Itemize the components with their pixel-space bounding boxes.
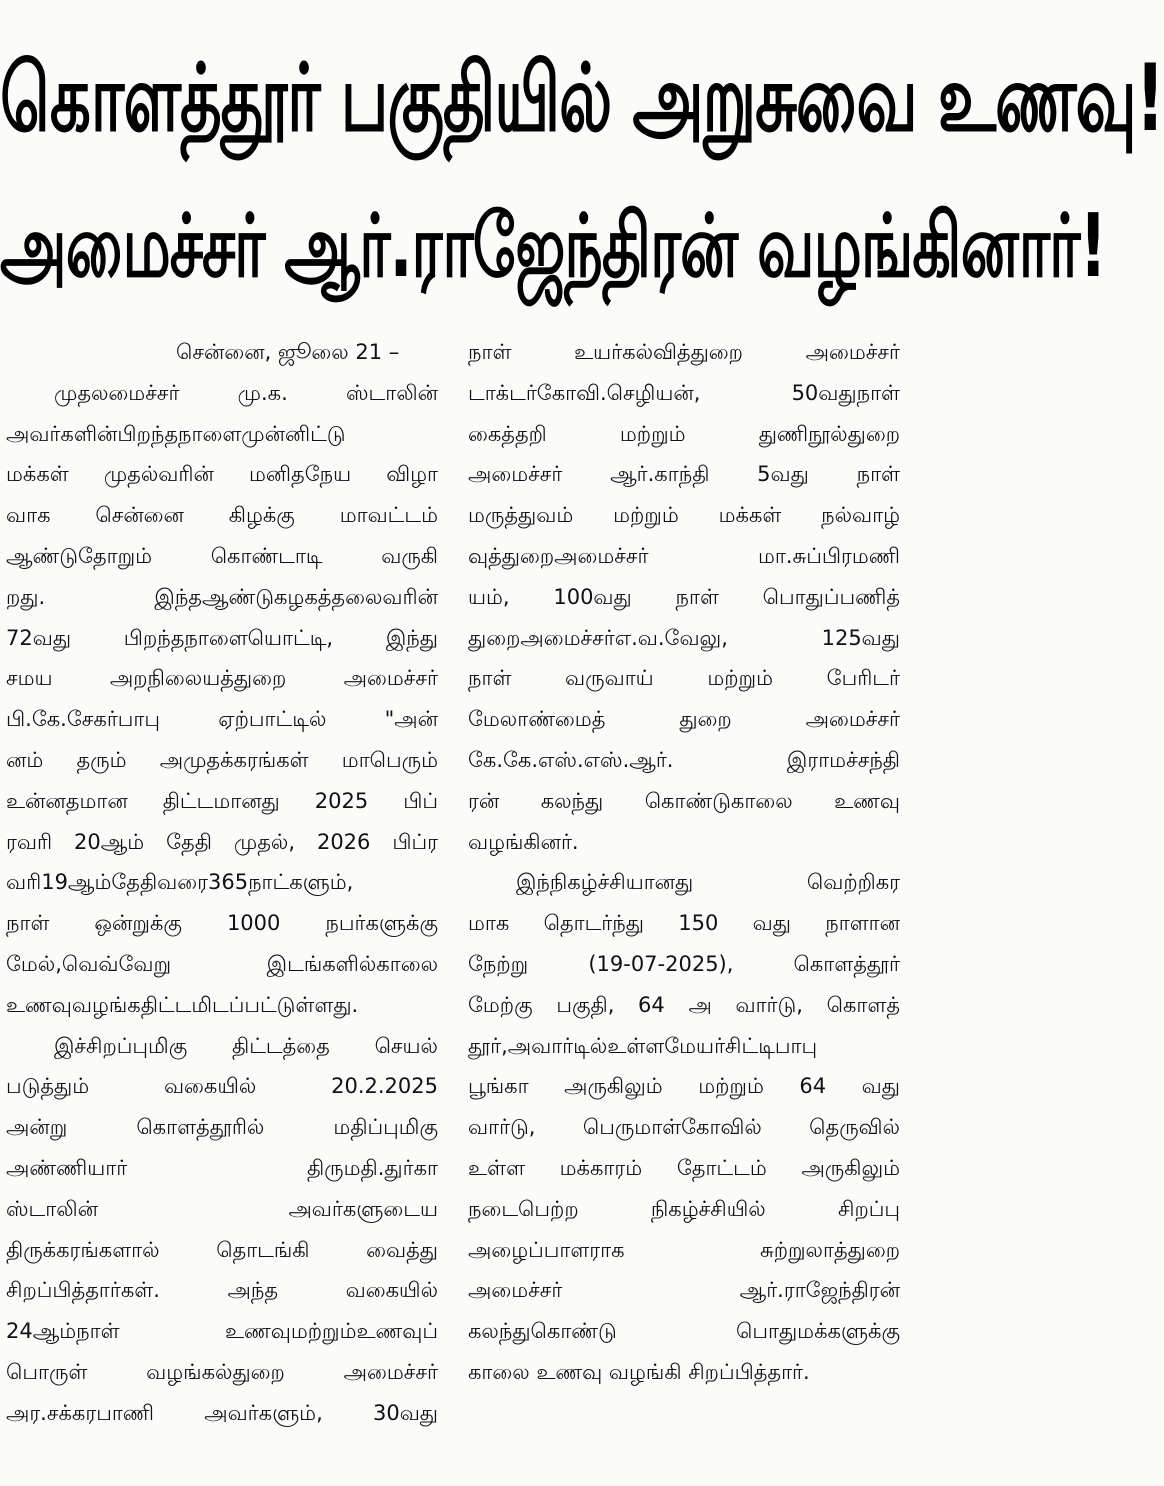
article-line: மேற்கு பகுதி, 64 அ வார்டு, கொளத் — [468, 992, 900, 1017]
article-line: மாக தொடர்ந்து 150 வது நாளான — [468, 911, 900, 936]
article-line: உள்ள மக்காரம் தோட்டம் அருகிலும் — [468, 1155, 900, 1180]
article-line: டாக்டர்கோவி.செழியன், 50வதுநாள் — [468, 380, 900, 405]
article-line: னம் தரும் அமுதக்கரங்கள் மாபெரும் — [6, 747, 438, 772]
article-line: வார்டு, பெருமாள்கோவில் தெருவில் — [468, 1115, 900, 1140]
article-line: முதலமைச்சர் மு.க. ஸ்டாலின் — [54, 380, 438, 405]
article-line: காலை உணவு வழங்கி சிறப்பித்தார். — [468, 1359, 810, 1384]
article-line: றது. இந்தஆண்டுகழகத்தலைவரின் — [6, 584, 438, 609]
article-line: பொருள் வழங்கல்துறை அமைச்சர் — [6, 1359, 438, 1384]
article-line: பி.கே.சேகர்பாபு ஏற்பாட்டில் "அன் — [6, 707, 438, 732]
article-line: வரி19ஆம்தேதிவரை365நாட்களும், — [6, 870, 354, 895]
article-line: நேற்று (19-07-2025), கொளத்தூர் — [468, 951, 900, 976]
article-line: திருக்கரங்களால் தொடங்கி வைத்து — [6, 1237, 438, 1262]
article-line: வழங்கினர். — [468, 829, 579, 854]
article-line: உணவுவழங்கதிட்டமிடப்பட்டுள்ளது. — [6, 992, 359, 1017]
article-line: யம், 100வது நாள் பொதுப்பணித் — [468, 584, 900, 609]
article-left-column — [6, 332, 438, 1434]
article-line: படுத்தும் வகையில் 20.2.2025 — [6, 1074, 438, 1099]
article-line: நடைபெற்ற நிகழ்ச்சியில் சிறப்பு — [468, 1196, 900, 1221]
article-line: 72வது பிறந்தநாளையொட்டி, இந்து — [6, 625, 438, 650]
article-line: ரவரி 20ஆம் தேதி முதல், 2026 பிப்ர — [6, 829, 438, 854]
article-line: 24ஆம்நாள் உணவுமற்றும்உணவுப் — [6, 1319, 438, 1344]
article-line: அமைச்சர் ஆர்.ராஜேந்திரன் — [468, 1278, 900, 1303]
article-line: கைத்தறி மற்றும் துணிநூல்துறை — [468, 421, 900, 446]
article-line: ஸ்டாலின் அவர்களுடைய — [6, 1196, 438, 1221]
article-line: ஆண்டுதோறும் கொண்டாடி வருகி — [6, 543, 438, 568]
article-line: நாள் ஒன்றுக்கு 1000 நபர்களுக்கு — [6, 911, 438, 936]
article-line: பூங்கா அருகிலும் மற்றும் 64 வது — [468, 1074, 900, 1099]
article-line: மக்கள் முதல்வரின் மனிதநேய விழா — [6, 462, 438, 487]
article-line: அவர்களின்பிறந்தநாளைமுன்னிட்டு — [6, 421, 346, 446]
article-line: மேலாண்மைத் துறை அமைச்சர் — [468, 707, 900, 732]
headline-line-2: அமைச்சர் ஆர்.ராஜேந்திரன் வழங்கினார்! — [0, 196, 1106, 298]
article-line: உன்னதமான திட்டமானது 2025 பிப் — [6, 788, 438, 813]
article-line: நாள் வருவாய் மற்றும் பேரிடர் — [468, 666, 900, 691]
article-line: ரன் கலந்து கொண்டுகாலை உணவு — [468, 788, 900, 813]
headline-line-1: கொளத்தூர் பகுதியில் அறுசுவை உணவு! — [0, 46, 1164, 154]
article-line: வாக சென்னை கிழக்கு மாவட்டம் — [6, 503, 438, 528]
article-line: துறைஅமைச்சர்எ.வ.வேலு, 125வது — [468, 625, 900, 650]
article-line: மருத்துவம் மற்றும் மக்கள் நல்வாழ் — [468, 503, 900, 528]
article-line: அர.சக்கரபாணி அவர்களும், 30வது — [6, 1400, 438, 1425]
article-line: இச்சிறப்புமிகு திட்டத்தை செயல் — [54, 1033, 438, 1058]
article-line: கே.கே.எஸ்.எஸ்.ஆர். இராமச்சந்தி — [468, 747, 900, 772]
article-line: அன்று கொளத்தூரில் மதிப்புமிகு — [6, 1115, 438, 1140]
article-line: வுத்துறைஅமைச்சர் மா.சுப்பிரமணி — [468, 543, 900, 568]
article-line: அழைப்பாளராக சுற்றுலாத்துறை — [468, 1237, 900, 1262]
article-line: சென்னை, ஜூலை 21 – — [176, 340, 400, 364]
article-line: கலந்துகொண்டு பொதுமக்களுக்கு — [468, 1319, 900, 1344]
article-line: சமய அறநிலையத்துறை அமைச்சர் — [6, 666, 438, 691]
article-right-column — [468, 332, 900, 1393]
article-line: சிறப்பித்தார்கள். அந்த வகையில் — [6, 1278, 438, 1303]
article-line: இந்நிகழ்ச்சியானது வெற்றிகர — [516, 870, 900, 895]
article-line: தூர்,அவார்டில்உள்ளமேயர்சிட்டிபாபு — [468, 1033, 818, 1058]
article-line: அமைச்சர் ஆர்.காந்தி 5வது நாள் — [468, 462, 900, 487]
article-line: அண்ணியார் திருமதி.துர்கா — [6, 1155, 438, 1180]
article-line: நாள் உயர்கல்வித்துறை அமைச்சர் — [468, 340, 900, 364]
article-line: மேல்,வெவ்வேறு இடங்களில்காலை — [6, 951, 438, 976]
